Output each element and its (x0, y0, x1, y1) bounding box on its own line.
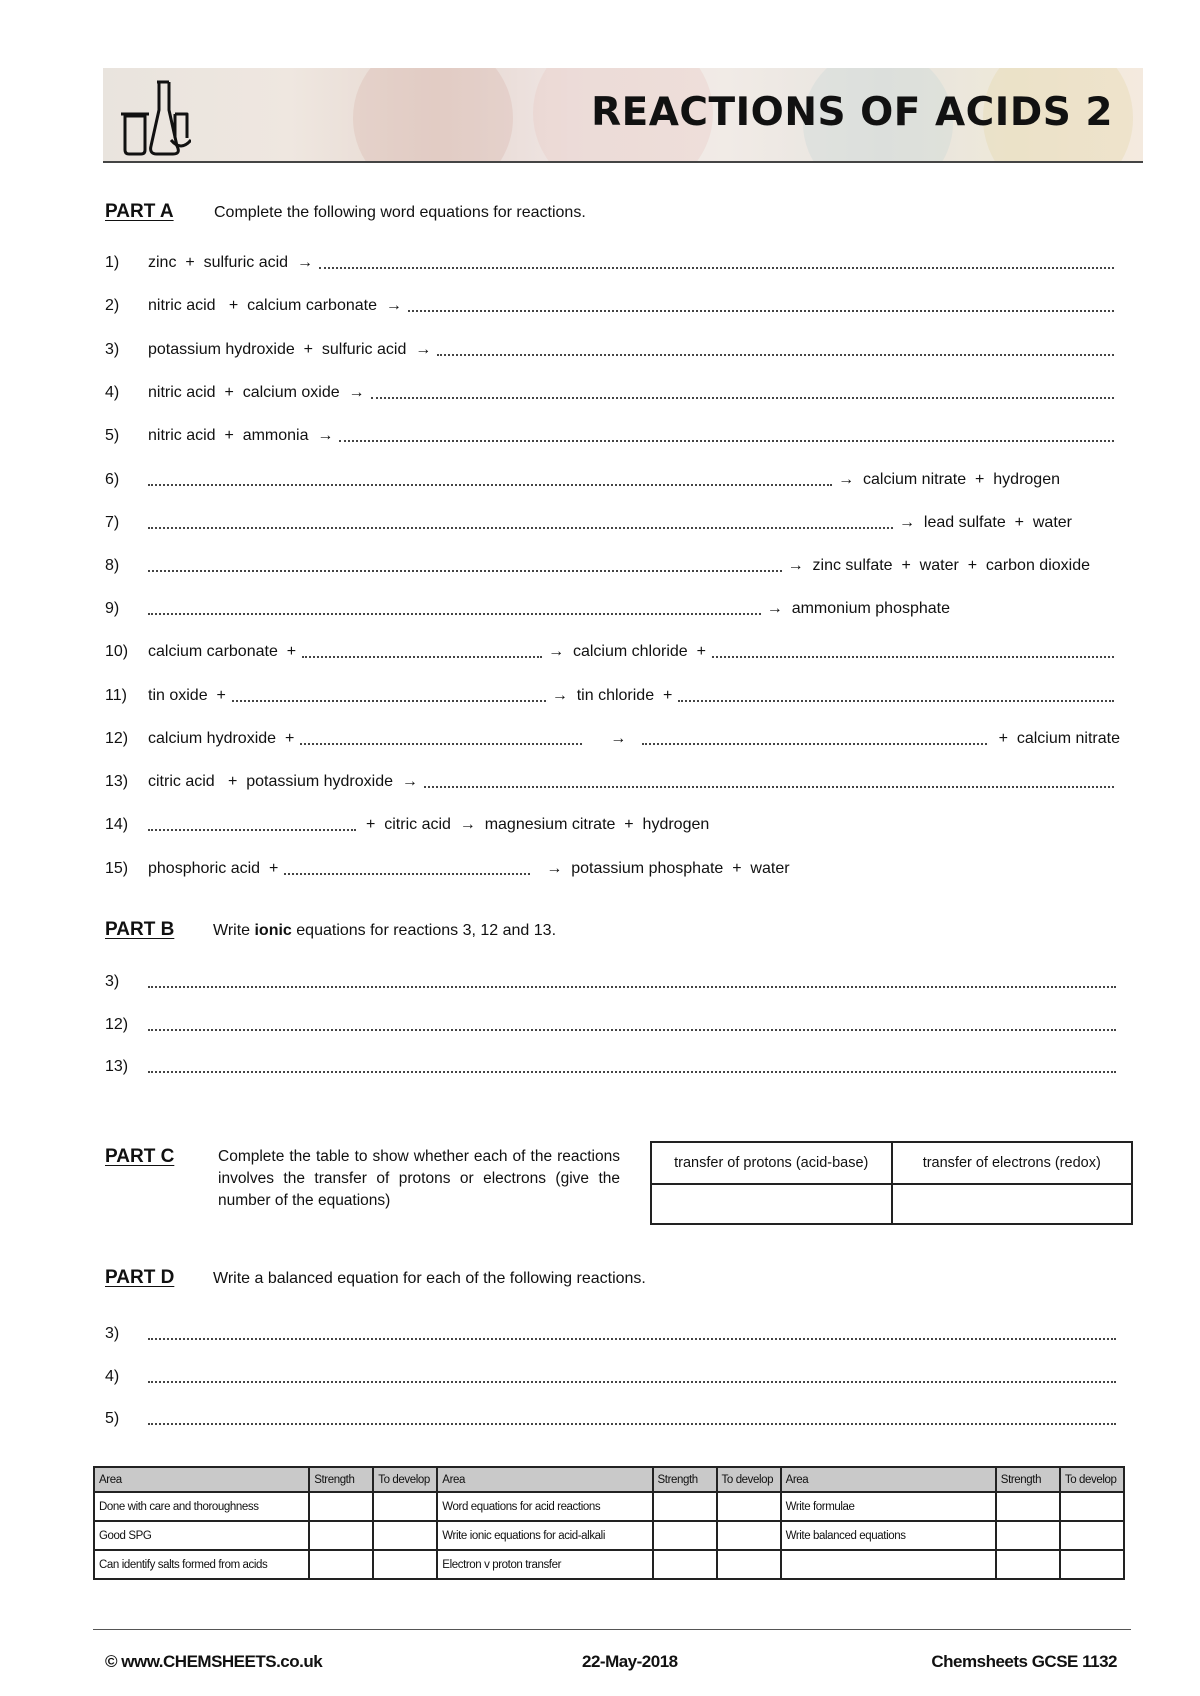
strength-cell[interactable] (996, 1550, 1060, 1579)
strength-cell[interactable] (309, 1521, 373, 1550)
question-number: 15) (105, 860, 129, 877)
answer-blank[interactable] (371, 397, 1114, 399)
area-cell: Good SPG (94, 1521, 309, 1550)
answer-blank[interactable] (148, 1029, 1116, 1031)
part-b-instruction: Write ionic equations for reactions 3, 12 and 13. (213, 922, 557, 939)
equation-text: tin oxide + (148, 687, 226, 704)
answer-blank[interactable] (148, 986, 1116, 988)
to-develop-cell[interactable] (373, 1521, 437, 1550)
line-number: 5) (105, 1410, 120, 1427)
part-a-heading: PART A (105, 201, 174, 222)
question-number: 6) (105, 471, 120, 488)
assessment-row (94, 1492, 1124, 1521)
part-b-heading: PART B (105, 919, 175, 940)
protons-answer-cell[interactable] (651, 1184, 892, 1224)
equation-text: → lead sulfate + water (899, 514, 1072, 531)
answer-blank[interactable] (148, 829, 356, 831)
question-13[interactable] (105, 770, 1120, 794)
answer-blank[interactable] (424, 786, 1114, 788)
question-10[interactable] (105, 640, 1120, 664)
strength-cell[interactable] (996, 1521, 1060, 1550)
strength-header: Strength (309, 1467, 373, 1492)
answer-blank[interactable] (232, 700, 546, 702)
equation-text: → potassium phosphate + water (546, 860, 790, 877)
answer-blank[interactable] (148, 1071, 1116, 1073)
equation-text: → (610, 730, 627, 747)
equation-text: nitric acid + calcium carbonate → (148, 297, 402, 314)
to-develop-cell[interactable] (717, 1492, 781, 1521)
to-develop-header: To develop (373, 1467, 437, 1492)
strength-header: Strength (996, 1467, 1060, 1492)
question-number: 4) (105, 384, 120, 401)
ionic-line-13[interactable] (105, 1055, 1122, 1079)
answer-blank[interactable] (148, 1423, 1116, 1425)
answer-blank[interactable] (642, 743, 986, 745)
equation-text: → tin chloride + (551, 687, 673, 704)
page-title: REACTIONS OF ACIDS 2 (591, 90, 1113, 135)
header-banner (103, 68, 1143, 163)
answer-blank[interactable] (284, 873, 530, 875)
to-develop-cell[interactable] (1060, 1521, 1124, 1550)
area-cell (781, 1550, 996, 1579)
assessment-header-row (94, 1467, 1124, 1492)
part-d-heading: PART D (105, 1267, 175, 1288)
equation-text: → zinc sulfate + water + carbon dioxide (787, 557, 1090, 574)
answer-blank[interactable] (408, 310, 1114, 312)
question-number: 13) (105, 773, 129, 790)
answer-blank[interactable] (148, 527, 893, 529)
answer-blank[interactable] (148, 570, 782, 572)
area-cell: Done with care and thoroughness (94, 1492, 309, 1521)
answer-blank[interactable] (678, 700, 1114, 702)
to-develop-cell[interactable] (1060, 1492, 1124, 1521)
question-number: 1) (105, 254, 120, 271)
area-cell: Write ionic equations for acid-alkali (437, 1521, 652, 1550)
area-cell: Electron v proton transfer (437, 1550, 652, 1579)
question-6[interactable] (105, 468, 1060, 492)
strength-cell[interactable] (309, 1550, 373, 1579)
question-15[interactable] (105, 857, 1120, 881)
line-number: 13) (105, 1058, 129, 1075)
strength-cell[interactable] (653, 1521, 717, 1550)
area-header: Area (94, 1467, 309, 1492)
strength-cell[interactable] (996, 1492, 1060, 1521)
equation-text: → calcium nitrate + hydrogen (838, 471, 1060, 488)
ionic-line-12[interactable] (105, 1013, 1122, 1037)
area-cell: Write formulae (781, 1492, 996, 1521)
equation-text: calcium hydroxide + (148, 730, 295, 747)
balanced-line-5[interactable] (105, 1407, 1122, 1431)
equation-text: + calcium nitrate (998, 730, 1120, 747)
line-number: 12) (105, 1016, 129, 1033)
question-number: 8) (105, 557, 120, 574)
strength-cell[interactable] (653, 1550, 717, 1579)
strength-header: Strength (653, 1467, 717, 1492)
strength-cell[interactable] (309, 1492, 373, 1521)
answer-blank[interactable] (148, 1338, 1116, 1340)
question-14[interactable] (105, 813, 1120, 837)
to-develop-header: To develop (1060, 1467, 1124, 1492)
equation-text: nitric acid + ammonia → (148, 427, 334, 444)
equation-text: potassium hydroxide + sulfuric acid → (148, 341, 432, 358)
question-number: 2) (105, 297, 120, 314)
question-9[interactable] (105, 597, 950, 621)
to-develop-cell[interactable] (373, 1492, 437, 1521)
question-7[interactable] (105, 511, 1072, 535)
assessment-row (94, 1550, 1124, 1579)
part-c-heading: PART C (105, 1146, 175, 1167)
question-number: 14) (105, 816, 129, 833)
answer-blank[interactable] (148, 484, 832, 486)
question-number: 3) (105, 341, 120, 358)
footer-website[interactable]: © www.CHEMSHEETS.co.uk (105, 1652, 323, 1671)
equation-text: → ammonium phosphate (766, 600, 950, 617)
question-1[interactable] (105, 251, 1120, 275)
answer-blank[interactable] (712, 656, 1114, 658)
question-number: 12) (105, 730, 129, 747)
question-2[interactable] (105, 294, 1120, 318)
to-develop-cell[interactable] (717, 1521, 781, 1550)
footer-divider (93, 1629, 1131, 1630)
equation-text: + citric acid → magnesium citrate + hydrogen (366, 816, 710, 833)
equation-text: nitric acid + calcium oxide → (148, 384, 365, 401)
answer-blank[interactable] (302, 656, 542, 658)
part-d-instruction: Write a balanced equation for each of the following reactions. (213, 1270, 646, 1287)
question-12[interactable] (105, 727, 1120, 751)
question-4[interactable] (105, 381, 1120, 405)
balanced-line-4[interactable] (105, 1365, 1122, 1389)
question-number: 9) (105, 600, 120, 617)
area-header: Area (781, 1467, 996, 1492)
equation-text: calcium carbonate + (148, 643, 297, 660)
equation-text: phosphoric acid + (148, 860, 279, 877)
lab-glassware-icon (115, 76, 191, 156)
question-number: 11) (105, 687, 127, 704)
line-number: 3) (105, 973, 120, 990)
equation-text: citric acid + potassium hydroxide → (148, 773, 418, 790)
area-cell: Can identify salts formed from acids (94, 1550, 309, 1579)
question-number: 5) (105, 427, 120, 444)
question-11[interactable] (105, 684, 1120, 708)
answer-blank[interactable] (339, 440, 1114, 442)
electrons-answer-cell[interactable] (892, 1184, 1133, 1224)
electrons-column-header: transfer of electrons (redox) (892, 1142, 1133, 1184)
to-develop-cell[interactable] (1060, 1550, 1124, 1579)
area-cell: Word equations for acid reactions (437, 1492, 652, 1521)
answer-blank[interactable] (437, 354, 1114, 356)
line-number: 4) (105, 1368, 120, 1385)
protons-column-header: transfer of protons (acid-base) (651, 1142, 892, 1184)
question-number: 7) (105, 514, 120, 531)
line-number: 3) (105, 1325, 120, 1342)
answer-blank[interactable] (148, 613, 761, 615)
equation-text: zinc + sulfuric acid → (148, 254, 313, 271)
part-a-instruction: Complete the following word equations for reactions. (214, 204, 586, 221)
strength-cell[interactable] (653, 1492, 717, 1521)
ionic-line-3[interactable] (105, 970, 1122, 994)
footer-code: Chemsheets GCSE 1132 (931, 1652, 1117, 1671)
area-header: Area (437, 1467, 652, 1492)
answer-blank[interactable] (300, 743, 582, 745)
question-3[interactable] (105, 338, 1120, 362)
balanced-line-3[interactable] (105, 1322, 1122, 1346)
to-develop-cell[interactable] (717, 1550, 781, 1579)
proton-electron-table (650, 1141, 1133, 1225)
question-8[interactable] (105, 554, 1090, 578)
equation-text: → calcium chloride + (548, 643, 706, 660)
answer-blank[interactable] (319, 267, 1114, 269)
answer-blank[interactable] (148, 1381, 1116, 1383)
area-cell: Write balanced equations (781, 1521, 996, 1550)
to-develop-header: To develop (717, 1467, 781, 1492)
assessment-row (94, 1521, 1124, 1550)
footer-date: 22-May-2018 (582, 1652, 678, 1671)
part-c-instruction: Complete the table to show whether each of the reactions involves the transfer of protons or electrons (give the number of the equations) (218, 1148, 620, 1209)
question-number: 10) (105, 643, 129, 660)
question-5[interactable] (105, 424, 1120, 448)
assessment-table (93, 1466, 1125, 1580)
to-develop-cell[interactable] (373, 1550, 437, 1579)
